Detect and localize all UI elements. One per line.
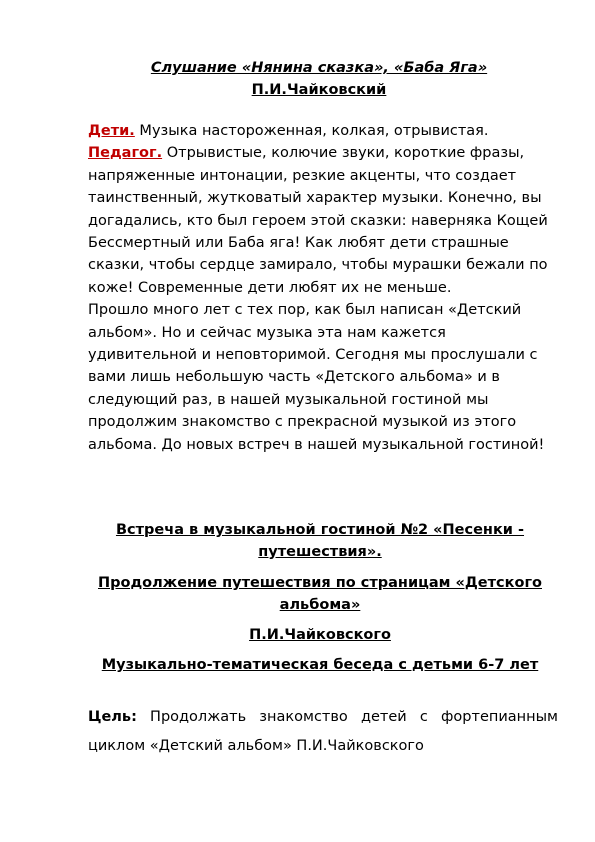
goal-text: Продолжать знакомство детей с фортепианным циклом «Детский альбом» П.И.Чайковского [88, 709, 558, 754]
conversation-heading: Музыкально-тематическая беседа с детьми 6-7 лет [101, 657, 539, 673]
teacher-text: Отрывистые, колючие звуки, короткие фразы, напряженные интонации, резкие акценты, что создает таинственный, жутковатый характер музыки. Конечно, вы догадались, кто был героем этой сказки: наверняка Кощей Бессмертный или Баба яга! Как любят дети страшные сказки, чтобы сердце замирало, чтобы мурашки бежали по коже! Современные дети любят их не меньше. [88, 145, 548, 296]
children-label: Дети. [88, 123, 135, 139]
teacher-paragraph [88, 142, 558, 299]
children-text: Музыка настороженная, колкая, отрывистая. [134, 123, 489, 139]
continuation-heading: Продолжение путешествия по страницам «Детского альбома» [98, 575, 542, 613]
composer-name: П.И.Чайковский [251, 82, 387, 98]
listening-title [90, 57, 548, 101]
meeting-heading: Встреча в музыкальной гостиной №2 «Песенки - путешествия». [115, 522, 525, 560]
composer-heading: П.И.Чайковского [249, 627, 391, 643]
listening-title-line1: Слушание «Нянина сказка», «Баба Яга» [150, 60, 488, 76]
closing-paragraph: Прошло много лет с тех пор, как был написан «Детский альбом». Но и сейчас музыка эта нам кажется удивительной и неповторимой. Сегодня мы прослушали с вами лишь небольшую часть «Детского альбома» и в следующий раз, в нашей музыкальной гостиной мы продолжим знакомство с прекрасной музыкой из этого альбома. До новых встреч в нашей музыкальной гостиной! [88, 302, 545, 453]
goal-label: Цель: [88, 709, 137, 725]
goal-paragraph [88, 703, 558, 761]
dialog-text [88, 120, 558, 456]
teacher-label: Педагог. [88, 145, 163, 162]
children-paragraph [88, 120, 558, 142]
